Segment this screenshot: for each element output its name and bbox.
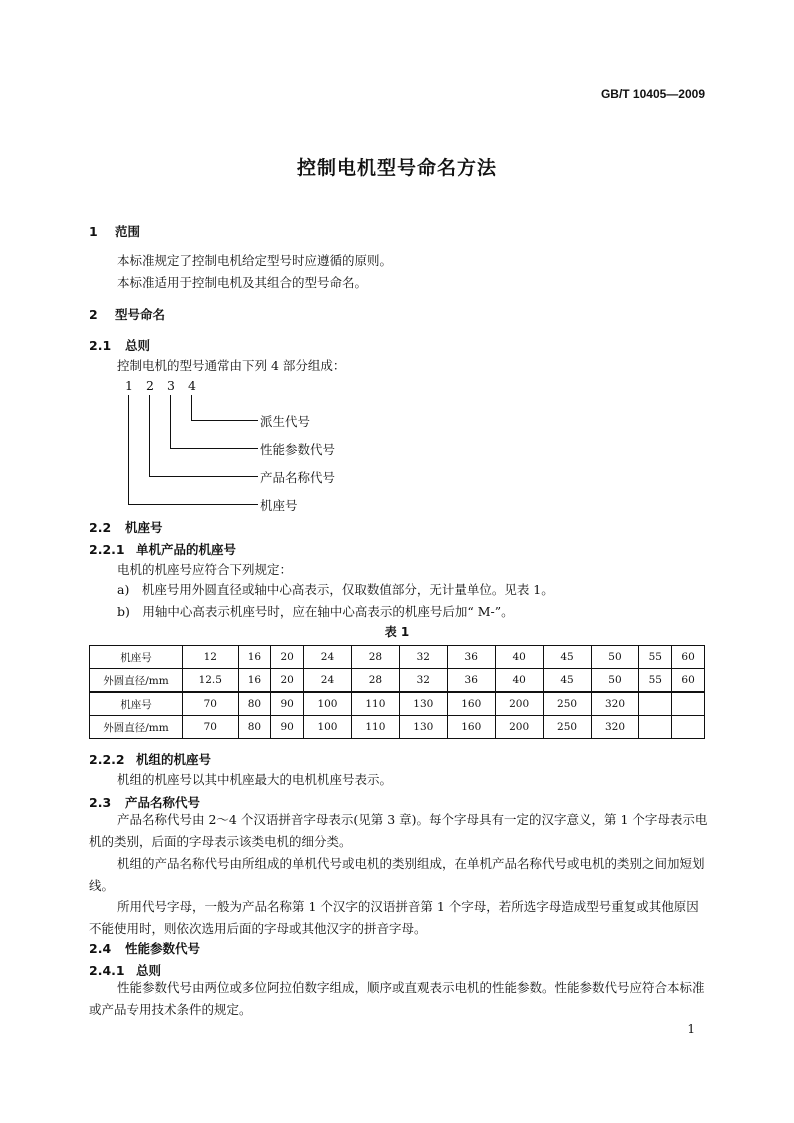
- section-2-4-heading: [89, 939, 200, 957]
- paragraph: 控制电机的型号通常由下列 4 部分组成：: [117, 358, 346, 373]
- table-cell: 160: [447, 716, 495, 739]
- table-cell: 70: [183, 692, 239, 716]
- section-2-2-2-heading: [89, 750, 211, 768]
- table-cell: 28: [351, 646, 399, 669]
- table-cell: 24: [304, 669, 352, 693]
- section-title: 总则: [125, 338, 151, 353]
- paragraph: 机组的产品名称代号由所组成的单机代号或电机的类别组成，在单机产品名称代号或电机的类别之间加短划线。: [89, 856, 705, 893]
- paragraph: 性能参数代号由两位或多位阿拉伯数字组成，顺序或直观表示电机的性能参数。性能参数代号应符合本标准或产品专用技术条件的规定。: [89, 980, 705, 1017]
- section-title: 产品名称代号: [125, 795, 201, 810]
- table-cell: 32: [399, 646, 447, 669]
- table-cell: 32: [399, 669, 447, 693]
- section-title: 单机产品的机座号: [136, 542, 237, 557]
- diagram-label-frame-number: 机座号: [260, 498, 298, 513]
- table-cell: 200: [495, 692, 543, 716]
- diagram-number-4: 4: [188, 378, 196, 393]
- section-number: 2: [89, 307, 98, 322]
- section-number: 2.2.1: [89, 542, 125, 557]
- table-cell: [639, 692, 672, 716]
- table-row: [90, 669, 705, 693]
- table-cell: 320: [591, 692, 639, 716]
- section-number: 2.4: [89, 941, 112, 956]
- diagram-label-product-name-code: 产品名称代号: [260, 470, 336, 485]
- section-title: 范围: [115, 224, 141, 239]
- table-row: [90, 716, 705, 739]
- section-number: 2.1: [89, 338, 112, 353]
- table-cell: 16: [238, 646, 271, 669]
- table-cell: 外圆直径/mm: [90, 716, 183, 739]
- table-cell: 90: [271, 692, 304, 716]
- table-cell: 16: [238, 669, 271, 693]
- frame-number-table: [89, 645, 705, 739]
- standard-number: GB/T 10405—2009: [600, 87, 705, 101]
- diagram-line: [191, 395, 192, 420]
- table-cell: 机座号: [90, 692, 183, 716]
- diagram-line: [128, 395, 129, 504]
- table-cell: 28: [351, 669, 399, 693]
- table-cell: 130: [399, 692, 447, 716]
- paragraph: 电机的机座号应符合下列规定：: [117, 562, 293, 577]
- page-number: 1: [687, 1022, 695, 1036]
- table-cell: 12.5: [183, 669, 239, 693]
- table-cell: 55: [639, 646, 672, 669]
- diagram-label-performance-code: 性能参数代号: [260, 442, 336, 457]
- section-2-2-heading: [89, 518, 163, 536]
- diagram-line: [191, 420, 258, 421]
- table-cell: 50: [591, 669, 639, 693]
- table-cell: 20: [271, 646, 304, 669]
- table-cell: 55: [639, 669, 672, 693]
- paragraph: 本标准规定了控制电机给定型号时应遵循的原则。: [117, 253, 393, 268]
- table-cell: 36: [447, 646, 495, 669]
- paragraph: 所用代号字母，一般为产品名称第 1 个汉字的汉语拼音第 1 个字母，若所选字母造成型号重复或其他原因不能使用时，则依次选用后面的字母或其他汉字的拼音字母。: [89, 899, 699, 936]
- section-number: 1: [89, 224, 98, 239]
- table-cell: 36: [447, 669, 495, 693]
- table-cell: [639, 716, 672, 739]
- diagram-line: [149, 395, 150, 476]
- table-cell: 100: [304, 692, 352, 716]
- table-cell: 45: [543, 646, 591, 669]
- table-cell: 80: [238, 692, 271, 716]
- section-number: 2.2: [89, 520, 112, 535]
- table-cell: 90: [271, 716, 304, 739]
- section-2-1-heading: [89, 336, 150, 354]
- diagram-number-3: 3: [167, 378, 175, 393]
- diagram-number-1: 1: [125, 378, 133, 393]
- paragraph: 产品名称代号由 2～4 个汉语拼音字母表示(见第 3 章)。每个字母具有一定的汉字意义，第 1 个字母表示电机的类别，后面的字母表示该类电机的细分类。: [89, 812, 708, 849]
- section-title: 性能参数代号: [125, 941, 201, 956]
- paragraph: 本标准适用于控制电机及其组合的型号命名。: [117, 275, 368, 290]
- table-cell: [672, 716, 705, 739]
- document-title: 控制电机型号命名方法: [296, 157, 497, 179]
- table-cell: 250: [543, 692, 591, 716]
- table-cell: 60: [672, 669, 705, 693]
- table-cell: 50: [591, 646, 639, 669]
- table-cell: 110: [351, 692, 399, 716]
- table-cell: 80: [238, 716, 271, 739]
- diagram-number-2: 2: [146, 378, 154, 393]
- table-row: [90, 692, 705, 716]
- section-number: 2.3: [89, 795, 112, 810]
- table-cell: 200: [495, 716, 543, 739]
- table-cell: 12: [183, 646, 239, 669]
- diagram-label-derivative-code: 派生代号: [260, 414, 311, 429]
- section-title: 型号命名: [115, 307, 166, 322]
- list-item-b: b) 用轴中心高表示机座号时，应在轴中心高表示的机座号后加“ M-”。: [117, 604, 514, 619]
- diagram-line: [170, 395, 171, 448]
- diagram-line: [128, 504, 258, 505]
- diagram-line: [149, 476, 258, 477]
- table-cell: 24: [304, 646, 352, 669]
- table-caption: 表 1: [384, 625, 410, 639]
- table-cell: 外圆直径/mm: [90, 669, 183, 693]
- section-title: 总则: [136, 963, 162, 978]
- table-cell: 60: [672, 646, 705, 669]
- table-cell: 110: [351, 716, 399, 739]
- table-cell: 40: [495, 669, 543, 693]
- section-number: 2.4.1: [89, 963, 125, 978]
- table-cell: 250: [543, 716, 591, 739]
- paragraph: 机组的机座号以其中机座最大的电机机座号表示。: [117, 772, 393, 787]
- table-cell: 机座号: [90, 646, 183, 669]
- section-1-heading: [89, 222, 140, 240]
- section-title: 机座号: [125, 520, 163, 535]
- diagram-line: [170, 448, 258, 449]
- section-title: 机组的机座号: [136, 752, 212, 767]
- table-cell: 70: [183, 716, 239, 739]
- table-cell: 45: [543, 669, 591, 693]
- table-cell: 100: [304, 716, 352, 739]
- section-2-heading: [89, 305, 165, 323]
- table-cell: 20: [271, 669, 304, 693]
- table-cell: [672, 692, 705, 716]
- table-cell: 40: [495, 646, 543, 669]
- table-cell: 320: [591, 716, 639, 739]
- list-item-a: a) 机座号用外圆直径或轴中心高表示，仅取数值部分，无计量单位。见表 1。: [117, 582, 554, 597]
- table-row: [90, 646, 705, 669]
- section-2-2-1-heading: [89, 540, 236, 558]
- table-cell: 130: [399, 716, 447, 739]
- table-cell: 160: [447, 692, 495, 716]
- section-number: 2.2.2: [89, 752, 125, 767]
